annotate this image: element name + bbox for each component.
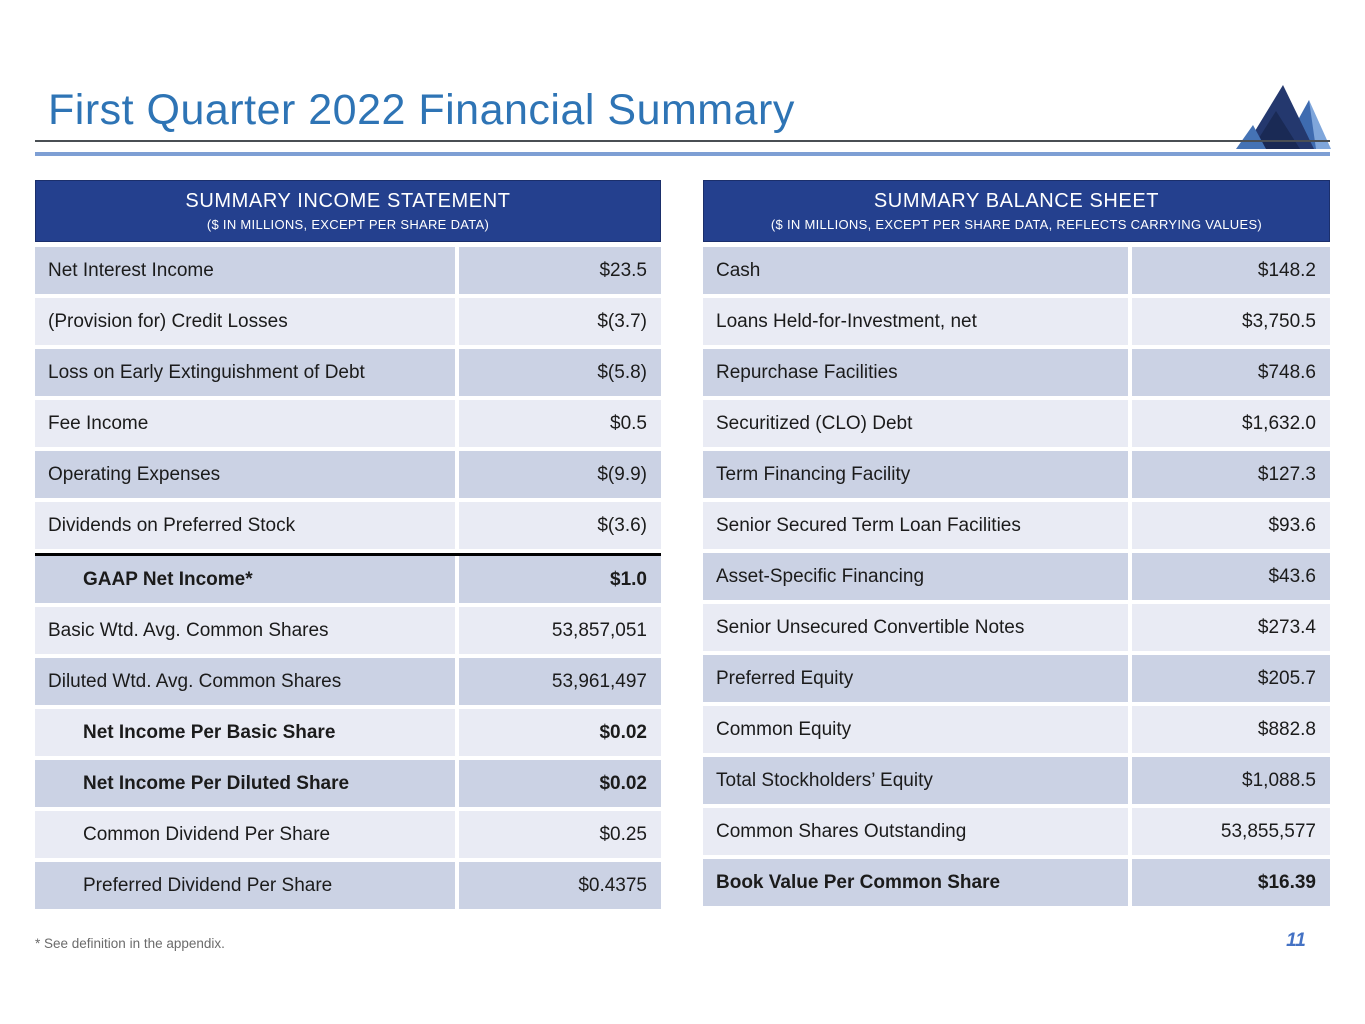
income-statement-row-8-value: 53,961,497 <box>459 658 661 705</box>
balance-sheet-row-11-value: 53,855,577 <box>1132 808 1330 855</box>
balance-sheet-row-3-value: $1,632.0 <box>1132 400 1330 447</box>
balance-sheet-row-6-label: Asset-Specific Financing <box>703 553 1128 600</box>
income-statement-header <box>35 180 661 242</box>
balance-sheet-row-4-label: Term Financing Facility <box>703 451 1128 498</box>
balance-sheet-row-11-label: Common Shares Outstanding <box>703 808 1128 855</box>
income-statement-row-10-value: $0.02 <box>459 760 661 807</box>
income-statement-row-8 <box>35 658 661 705</box>
balance-sheet-row-6 <box>703 553 1330 600</box>
balance-sheet-row-4-value: $127.3 <box>1132 451 1330 498</box>
balance-sheet-row-1 <box>703 298 1330 345</box>
balance-sheet-title: SUMMARY BALANCE SHEET <box>873 190 1160 212</box>
balance-sheet-row-2 <box>703 349 1330 396</box>
income-statement-row-9 <box>35 709 661 756</box>
income-statement-row-1 <box>35 298 661 345</box>
income-statement-row-3-value: $0.5 <box>459 400 661 447</box>
income-statement-row-7-value: 53,857,051 <box>459 607 661 654</box>
income-statement-row-6-value: $1.0 <box>459 556 661 603</box>
balance-sheet-row-5 <box>703 502 1330 549</box>
income-statement-row-0-label: Net Interest Income <box>35 247 455 294</box>
balance-sheet-row-0 <box>703 247 1330 294</box>
balance-sheet-row-2-value: $748.6 <box>1132 349 1330 396</box>
income-statement-row-0-value: $23.5 <box>459 247 661 294</box>
balance-sheet-rows <box>703 247 1330 906</box>
income-statement-rows <box>35 247 661 909</box>
income-statement-row-2-value: $(5.8) <box>459 349 661 396</box>
balance-sheet-row-9-label: Common Equity <box>703 706 1128 753</box>
balance-sheet-row-9 <box>703 706 1330 753</box>
footnote: * See definition in the appendix. <box>35 936 225 951</box>
income-statement-subtitle: ($ IN MILLIONS, EXCEPT PER SHARE DATA) <box>206 217 490 232</box>
income-statement-row-10-label: Net Income Per Diluted Share <box>35 760 455 807</box>
balance-sheet-row-9-value: $882.8 <box>1132 706 1330 753</box>
income-statement-row-5-label: Dividends on Preferred Stock <box>35 502 455 549</box>
income-statement-row-11 <box>35 811 661 858</box>
income-statement-row-12 <box>35 862 661 909</box>
title-underline-dark <box>35 140 1330 142</box>
balance-sheet-row-12-value: $16.39 <box>1132 859 1330 906</box>
income-statement-row-6-label: GAAP Net Income* <box>35 556 455 603</box>
balance-sheet-row-12-label: Book Value Per Common Share <box>703 859 1128 906</box>
income-statement-row-4 <box>35 451 661 498</box>
balance-sheet-row-11 <box>703 808 1330 855</box>
title-underline-blue <box>35 152 1330 156</box>
income-statement-row-4-label: Operating Expenses <box>35 451 455 498</box>
page-number: 11 <box>1286 930 1306 951</box>
balance-sheet-row-4 <box>703 451 1330 498</box>
income-statement-row-9-label: Net Income Per Basic Share <box>35 709 455 756</box>
balance-sheet-row-1-value: $3,750.5 <box>1132 298 1330 345</box>
income-statement-row-7-label: Basic Wtd. Avg. Common Shares <box>35 607 455 654</box>
income-statement-row-0 <box>35 247 661 294</box>
income-statement-row-7 <box>35 607 661 654</box>
balance-sheet-row-12 <box>703 859 1330 906</box>
balance-sheet-row-3-label: Securitized (CLO) Debt <box>703 400 1128 447</box>
income-statement-row-2-label: Loss on Early Extinguishment of Debt <box>35 349 455 396</box>
balance-sheet-row-8-label: Preferred Equity <box>703 655 1128 702</box>
balance-sheet-row-0-value: $148.2 <box>1132 247 1330 294</box>
income-statement-row-4-value: $(9.9) <box>459 451 661 498</box>
balance-sheet-subtitle: ($ IN MILLIONS, EXCEPT PER SHARE DATA, REFLECTS CARRYING VALUES) <box>770 217 1263 232</box>
balance-sheet-row-1-label: Loans Held-for-Investment, net <box>703 298 1128 345</box>
balance-sheet-table <box>703 180 1330 910</box>
balance-sheet-row-7-label: Senior Unsecured Convertible Notes <box>703 604 1128 651</box>
income-statement-row-11-value: $0.25 <box>459 811 661 858</box>
balance-sheet-row-8-value: $205.7 <box>1132 655 1330 702</box>
balance-sheet-row-8 <box>703 655 1330 702</box>
income-statement-row-11-label: Common Dividend Per Share <box>35 811 455 858</box>
balance-sheet-row-10 <box>703 757 1330 804</box>
balance-sheet-row-0-label: Cash <box>703 247 1128 294</box>
income-statement-table <box>35 180 661 913</box>
income-statement-row-1-value: $(3.7) <box>459 298 661 345</box>
income-statement-row-1-label: (Provision for) Credit Losses <box>35 298 455 345</box>
income-statement-row-5-value: $(3.6) <box>459 502 661 549</box>
balance-sheet-row-5-label: Senior Secured Term Loan Facilities <box>703 502 1128 549</box>
income-statement-row-8-label: Diluted Wtd. Avg. Common Shares <box>35 658 455 705</box>
balance-sheet-row-6-value: $43.6 <box>1132 553 1330 600</box>
income-statement-row-5 <box>35 502 661 549</box>
income-statement-row-6 <box>35 553 661 603</box>
balance-sheet-row-3 <box>703 400 1330 447</box>
income-statement-row-2 <box>35 349 661 396</box>
balance-sheet-row-7-value: $273.4 <box>1132 604 1330 651</box>
balance-sheet-row-7 <box>703 604 1330 651</box>
income-statement-row-12-value: $0.4375 <box>459 862 661 909</box>
income-statement-row-3-label: Fee Income <box>35 400 455 447</box>
balance-sheet-row-10-value: $1,088.5 <box>1132 757 1330 804</box>
income-statement-row-9-value: $0.02 <box>459 709 661 756</box>
income-statement-row-3 <box>35 400 661 447</box>
income-statement-row-10 <box>35 760 661 807</box>
balance-sheet-header <box>703 180 1330 242</box>
page-title: First Quarter 2022 Financial Summary <box>48 86 795 134</box>
balance-sheet-row-5-value: $93.6 <box>1132 502 1330 549</box>
balance-sheet-row-10-label: Total Stockholders’ Equity <box>703 757 1128 804</box>
income-statement-row-12-label: Preferred Dividend Per Share <box>35 862 455 909</box>
balance-sheet-row-2-label: Repurchase Facilities <box>703 349 1128 396</box>
income-statement-title: SUMMARY INCOME STATEMENT <box>185 190 511 212</box>
